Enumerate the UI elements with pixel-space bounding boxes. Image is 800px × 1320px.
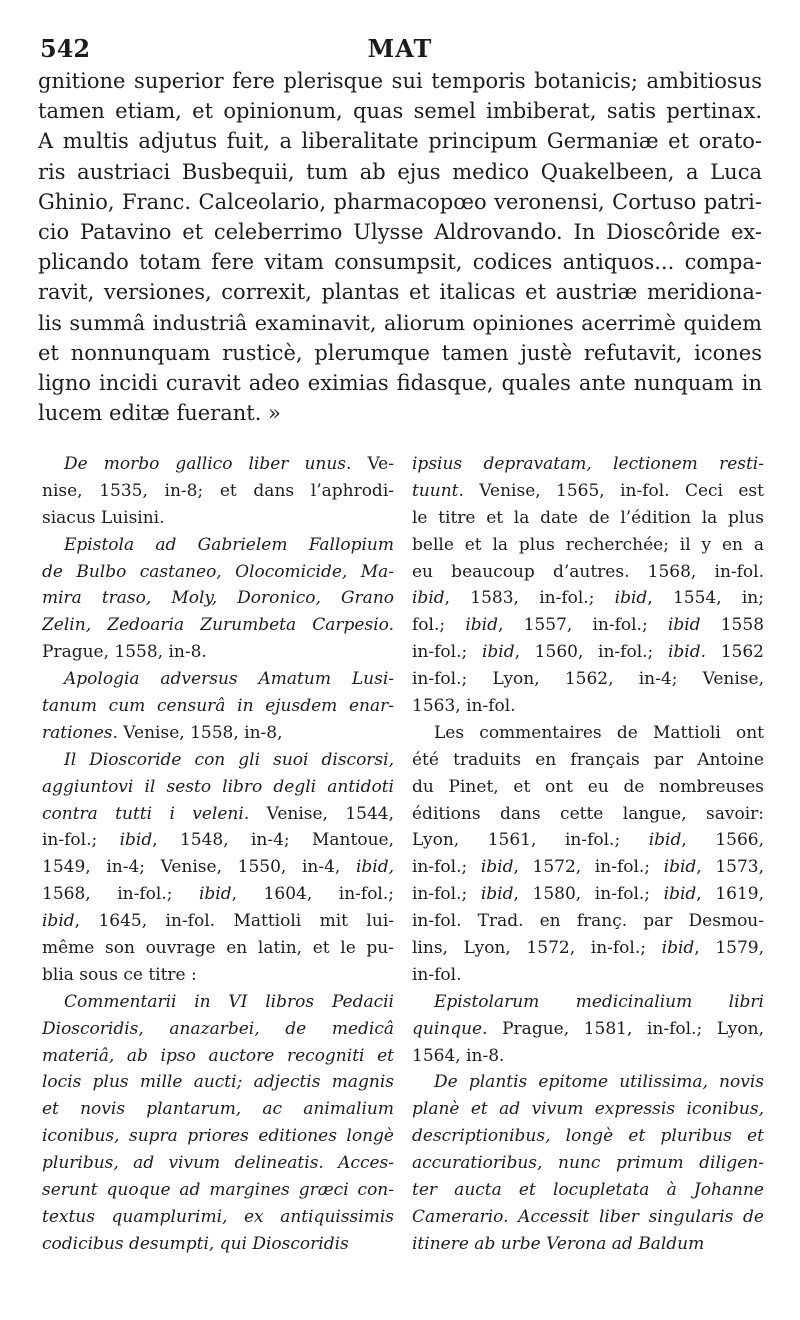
roman-text: , 1548, in-4; Mantoue, bbox=[152, 830, 394, 851]
italic-text: aggiuntovi il sesto libro degli antidoti bbox=[42, 776, 394, 797]
intro-line: et nonnunquam rusticè, plerumque tamen justè refutavit, icones bbox=[38, 340, 762, 365]
column-line bbox=[412, 612, 764, 639]
column-line bbox=[42, 989, 394, 1016]
italic-text: serunt quoque ad margines græci con- bbox=[42, 1180, 394, 1201]
roman-text: même son ouvrage en latin, et le pu- bbox=[42, 938, 394, 959]
italic-text: ibid. bbox=[667, 642, 707, 663]
italic-text: codicibus desumpti, qui Dioscoridis bbox=[42, 1233, 349, 1254]
column-line bbox=[42, 1043, 394, 1070]
roman-text: éditions dans cette langue, savoir: bbox=[412, 803, 764, 824]
italic-text: mira traso, Moly, Doronico, Grano bbox=[42, 588, 394, 609]
intro-line: plicando totam fere vitam consumpsit, codices antiquos... compa- bbox=[38, 250, 762, 275]
roman-text: . Venise, 1565, in-fol. Ceci est bbox=[458, 480, 764, 501]
italic-text: Epistola ad Gabrielem Fallopium bbox=[64, 534, 394, 555]
column-line bbox=[412, 1177, 764, 1204]
roman-text: in-fol.; bbox=[42, 830, 120, 851]
italic-text: ibid, bbox=[355, 857, 394, 878]
italic-text: ibid bbox=[663, 857, 697, 878]
column-line bbox=[42, 1150, 394, 1177]
italic-text: Epistolarum medicinalium libri bbox=[434, 991, 764, 1012]
italic-text: contra tutti i veleni bbox=[42, 803, 244, 824]
italic-text: ibid bbox=[42, 911, 75, 932]
roman-text: Prague, 1558, in-8. bbox=[42, 642, 207, 663]
roman-text: 1549, in-4; Venise, 1550, in-4, bbox=[42, 857, 356, 878]
intro-paragraph bbox=[38, 66, 762, 428]
intro-line: tamen etiam, et opinionum, quas semel imbiberat, satis pertinax. bbox=[38, 99, 762, 124]
roman-text: in-fol.; bbox=[412, 857, 481, 878]
italic-text: ter aucta et locupletata à Johanne bbox=[412, 1180, 764, 1201]
italic-text: planè et ad vivum expressis iconibus, bbox=[412, 1099, 764, 1120]
italic-text: quinque bbox=[412, 1018, 483, 1039]
italic-text: locis plus mille aucti; adjectis magnis bbox=[42, 1072, 394, 1093]
roman-text: 1562 bbox=[706, 642, 764, 663]
italic-text: ibid bbox=[661, 938, 695, 959]
roman-text: 1564, in-8. bbox=[412, 1045, 505, 1066]
column-line bbox=[42, 747, 394, 774]
column-line bbox=[412, 747, 764, 774]
roman-text: . Venise, 1544, bbox=[243, 803, 394, 824]
column-line bbox=[42, 935, 394, 962]
roman-text: siacus Luisini. bbox=[42, 507, 165, 528]
right-column bbox=[412, 451, 764, 1258]
column-line bbox=[412, 720, 764, 747]
column-line bbox=[412, 585, 764, 612]
roman-text: , 1619, bbox=[696, 884, 764, 905]
left-column bbox=[42, 451, 394, 1258]
column-line bbox=[42, 612, 394, 639]
running-head: MAT bbox=[367, 34, 433, 63]
intro-line: gnitione superior fere plerisque sui temporis botanicis; ambitiosus bbox=[38, 69, 762, 93]
column-line bbox=[42, 774, 394, 801]
italic-text: ibid bbox=[198, 884, 232, 905]
column-line bbox=[42, 532, 394, 559]
column-line bbox=[412, 881, 764, 908]
italic-text: iconibus, supra priores editiones longè bbox=[42, 1126, 394, 1147]
column-line bbox=[412, 774, 764, 801]
column-line bbox=[42, 827, 394, 854]
italic-text: tanum cum censurâ in ejusdem enar- bbox=[42, 696, 394, 717]
italic-text: ibid bbox=[119, 830, 153, 851]
column-line bbox=[42, 693, 394, 720]
column-line bbox=[412, 989, 764, 1016]
intro-line: Ghinio, Franc. Calceolario, pharmacopœo veronensi, Cortuso patri- bbox=[38, 189, 762, 214]
italic-text: Zelin, Zedoaria Zurumbeta Carpesio. bbox=[42, 615, 394, 636]
column-line bbox=[42, 801, 394, 828]
italic-text: pluribus, ad vivum delineatis. Acces- bbox=[42, 1153, 394, 1174]
roman-text: in-fol.; bbox=[412, 642, 482, 663]
roman-text: lins, Lyon, 1572, in-fol.; bbox=[412, 938, 662, 959]
column-line bbox=[412, 1231, 764, 1258]
column-line bbox=[42, 720, 394, 747]
roman-text: in-fol. Trad. en franç. par Desmou- bbox=[412, 911, 764, 932]
column-line bbox=[412, 1123, 764, 1150]
column-line bbox=[42, 854, 394, 881]
roman-text: , 1583, in-fol.; bbox=[444, 588, 615, 609]
italic-text: materiâ, ab ipso auctore recogniti et bbox=[42, 1045, 394, 1066]
column-line bbox=[42, 962, 394, 989]
column-line bbox=[42, 639, 394, 666]
italic-text: accuratioribus, nunc primum diligen- bbox=[412, 1153, 764, 1174]
roman-text: 1558 bbox=[700, 615, 764, 636]
roman-text: Lyon, 1561, in-fol.; bbox=[412, 830, 649, 851]
column-line bbox=[412, 478, 764, 505]
roman-text: , 1560, in-fol.; bbox=[514, 642, 668, 663]
roman-text: Les commentaires de Mattioli ont bbox=[434, 722, 764, 743]
italic-text: descriptionibus, longè et pluribus et bbox=[412, 1126, 764, 1147]
roman-text: in-fol. bbox=[412, 964, 462, 985]
roman-text: eu beaucoup d’autres. 1568, in-fol. bbox=[412, 561, 764, 582]
column-line bbox=[412, 1043, 764, 1070]
roman-text: du Pinet, et ont eu de nombreuses bbox=[412, 776, 764, 797]
column-line bbox=[412, 1069, 764, 1096]
column-line bbox=[42, 505, 394, 532]
column-line bbox=[412, 532, 764, 559]
column-line bbox=[42, 451, 394, 478]
roman-text: . Ve- bbox=[346, 454, 394, 474]
roman-text: , 1645, in-fol. Mattioli mit lui- bbox=[74, 911, 394, 932]
roman-text: , 1557, in-fol.; bbox=[497, 615, 668, 636]
roman-text: , 1554, in; bbox=[647, 588, 764, 609]
italic-text: ibid bbox=[480, 884, 514, 905]
italic-text: rationes bbox=[42, 722, 113, 743]
column-line bbox=[412, 1204, 764, 1231]
column-line bbox=[42, 1016, 394, 1043]
italic-text: textus quamplurimi, ex antiquissimis bbox=[42, 1206, 394, 1227]
italic-text: Apologia adversus Amatum Lusi- bbox=[64, 669, 394, 690]
italic-text: itinere ab urbe Verona ad Baldum bbox=[412, 1233, 705, 1254]
italic-text: De morbo gallico liber unus bbox=[64, 454, 347, 474]
roman-text: . Venise, 1558, in-8, bbox=[112, 722, 283, 743]
column-line bbox=[42, 1069, 394, 1096]
roman-text: . Prague, 1581, in-fol.; Lyon, bbox=[482, 1018, 764, 1039]
intro-line: lis summâ industriâ examinavit, aliorum opiniones acerrimè quidem bbox=[38, 310, 762, 335]
column-line bbox=[412, 801, 764, 828]
roman-text: nise, 1535, in-8; et dans l’aphrodi- bbox=[42, 480, 394, 501]
column-line bbox=[412, 827, 764, 854]
page-number: 542 bbox=[40, 34, 91, 63]
column-line bbox=[42, 881, 394, 908]
roman-text: 1568, in-fol.; bbox=[42, 884, 199, 905]
column-line bbox=[412, 666, 764, 693]
column-line bbox=[412, 908, 764, 935]
roman-text: , 1566, bbox=[681, 830, 764, 851]
column-line bbox=[412, 505, 764, 532]
roman-text: été traduits en français par Antoine bbox=[412, 749, 764, 770]
italic-text: ibid bbox=[663, 884, 697, 905]
roman-text: , 1579, bbox=[694, 938, 764, 959]
column-line bbox=[42, 478, 394, 505]
column-line bbox=[42, 1096, 394, 1123]
column-line bbox=[412, 559, 764, 586]
italic-text: ibid bbox=[465, 615, 498, 636]
column-line bbox=[412, 935, 764, 962]
intro-line: A multis adjutus fuit, a liberalitate principum Germaniæ et orato- bbox=[38, 129, 762, 154]
italic-text: ibid bbox=[480, 857, 514, 878]
italic-text: ibid bbox=[481, 642, 515, 663]
italic-text: ibid bbox=[614, 588, 648, 609]
column-line bbox=[412, 451, 764, 478]
roman-text: 1563, in-fol. bbox=[412, 696, 516, 717]
italic-text: ibid bbox=[412, 588, 445, 609]
column-line bbox=[412, 1150, 764, 1177]
italic-text: tuunt bbox=[412, 480, 459, 501]
italic-text: Camerario. Accessit liber singularis de bbox=[412, 1206, 764, 1227]
column-line bbox=[412, 1016, 764, 1043]
italic-text: ipsius depravatam, lectionem resti- bbox=[412, 454, 764, 474]
intro-line: ligno incidi curavit adeo eximias fidasque, quales ante nunquam in bbox=[38, 370, 762, 395]
column-line bbox=[42, 908, 394, 935]
intro-line: lucem editæ fuerant. » bbox=[38, 401, 281, 426]
roman-text: in-fol.; Lyon, 1562, in-4; Venise, bbox=[412, 669, 764, 690]
column-line bbox=[42, 1204, 394, 1231]
column-line bbox=[42, 559, 394, 586]
column-line bbox=[412, 854, 764, 881]
column-line bbox=[412, 962, 764, 989]
roman-text: blia sous ce titre : bbox=[42, 964, 197, 985]
italic-text: Dioscoridis, anazarbei, de medicâ bbox=[42, 1018, 394, 1039]
column-line bbox=[412, 1096, 764, 1123]
column-line bbox=[412, 693, 764, 720]
intro-line: cio Patavino et celeberrimo Ulysse Aldrovando. In Dioscôride ex- bbox=[38, 219, 762, 244]
page-header bbox=[0, 34, 800, 64]
column-line bbox=[412, 639, 764, 666]
roman-text: , 1604, in-fol.; bbox=[231, 884, 394, 905]
italic-text: De plantis epitome utilissima, novis bbox=[434, 1072, 764, 1093]
intro-line: ris austriaci Busbequii, tum ab ejus medico Quakelbeen, a Luca bbox=[38, 159, 762, 184]
column-line bbox=[42, 1231, 394, 1258]
italic-text: Il Dioscoride con gli suoi discorsi, bbox=[64, 749, 394, 770]
italic-text: de Bulbo castaneo, Olocomicide, Ma- bbox=[42, 561, 394, 582]
column-line bbox=[42, 1177, 394, 1204]
italic-text: ibid bbox=[667, 615, 701, 636]
column-line bbox=[42, 1123, 394, 1150]
roman-text: , 1580, in-fol.; bbox=[513, 884, 664, 905]
column-line bbox=[42, 585, 394, 612]
italic-text: ibid bbox=[648, 830, 682, 851]
roman-text: le titre et la date de l’édition la plus bbox=[412, 507, 764, 528]
roman-text: , 1572, in-fol.; bbox=[513, 857, 664, 878]
roman-text: in-fol.; bbox=[412, 884, 481, 905]
roman-text: , 1573, bbox=[696, 857, 764, 878]
roman-text: fol.; bbox=[412, 615, 466, 636]
intro-line: ravit, versiones, correxit, plantas et italicas et austriæ meridiona- bbox=[38, 280, 762, 305]
italic-text: Commentarii in VI libros Pedacii bbox=[64, 991, 394, 1012]
italic-text: et novis plantarum, ac animalium bbox=[42, 1099, 394, 1120]
column-line bbox=[42, 666, 394, 693]
roman-text: belle et la plus recherchée; il y en a bbox=[412, 534, 764, 555]
